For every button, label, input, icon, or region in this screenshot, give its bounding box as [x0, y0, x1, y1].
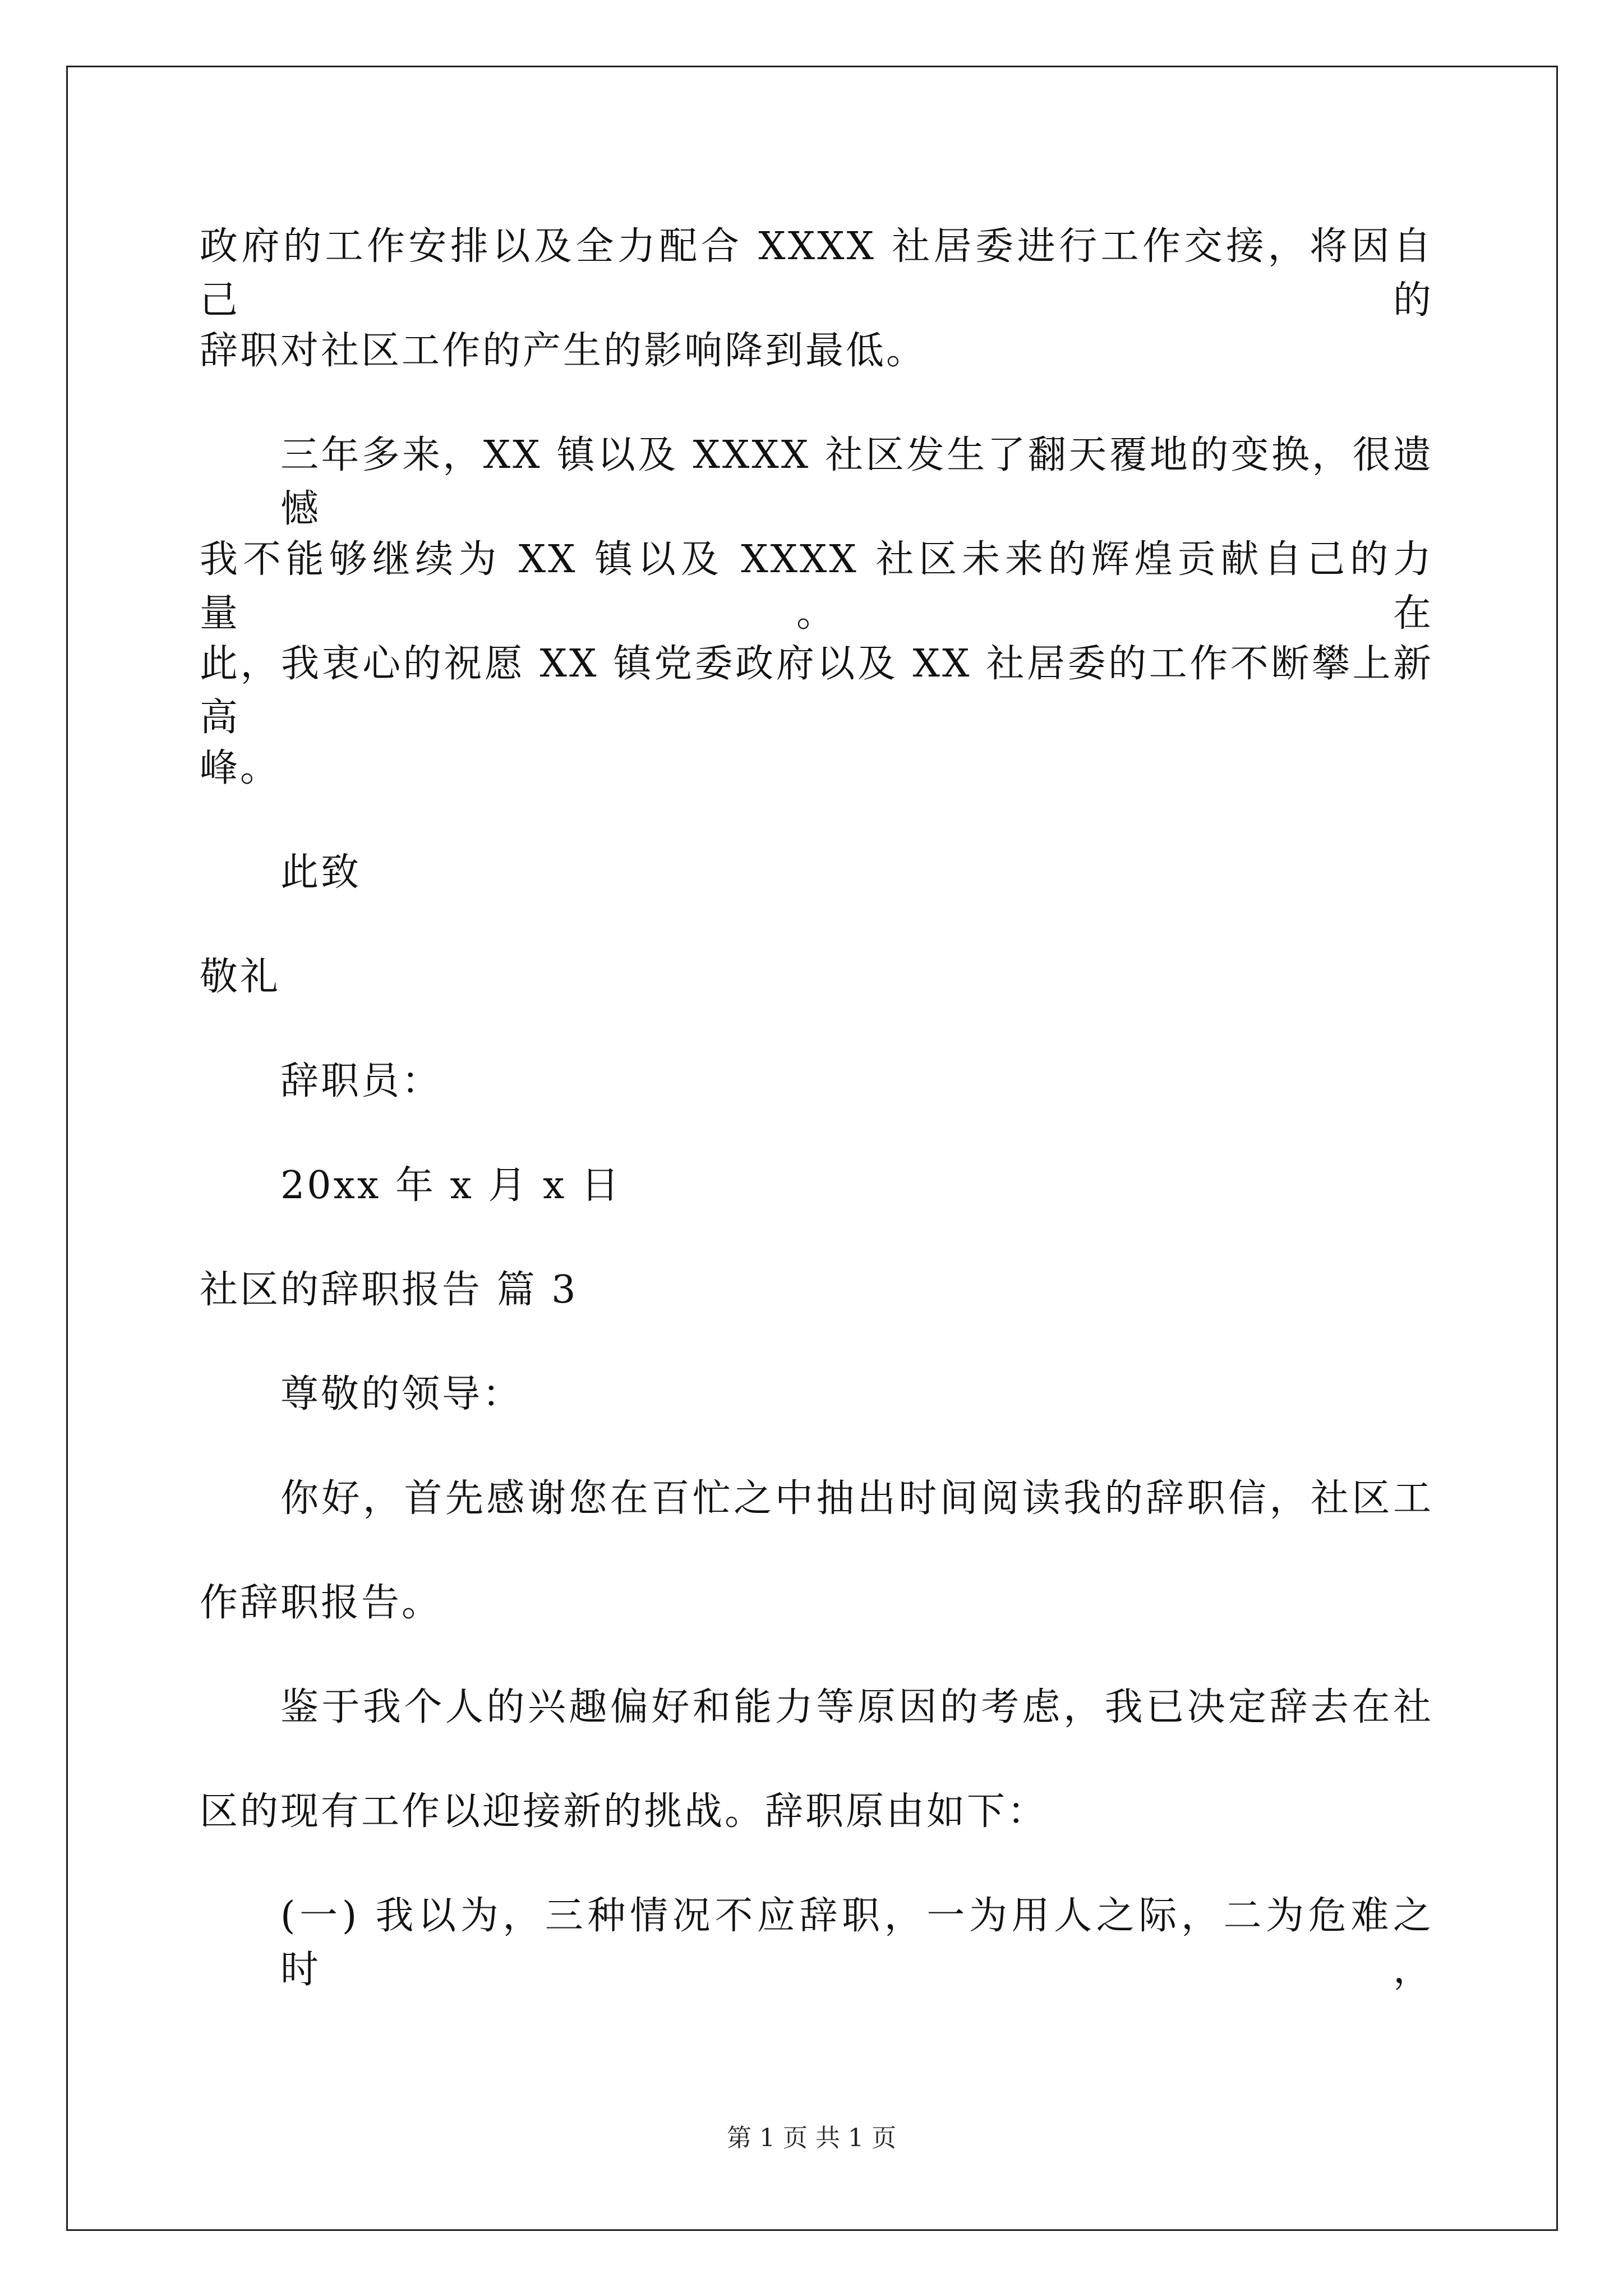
- paragraph-line: 作辞职报告。: [200, 1581, 442, 1625]
- paragraph-line: 峰。: [200, 746, 281, 790]
- closing-respect: 敬礼: [200, 955, 281, 999]
- paragraph-line: 辞职对社区工作的产生的影响降到最低。: [200, 329, 927, 373]
- paragraph-line: (一) 我以为，三种情况不应辞职，一为用人之际，二为危难之时，: [280, 1894, 1433, 1992]
- paragraph-line: 三年多来，XX 镇以及 XXXX 社区发生了翻天覆地的变换，很遗憾: [280, 433, 1433, 531]
- paragraph-line: 政府的工作安排以及全力配合 XXXX 社居委进行工作交接，将因自己的: [200, 224, 1433, 323]
- paragraph-line: 鉴于我个人的兴趣偏好和能力等原因的考虑，我已决定辞去在社: [280, 1685, 1433, 1729]
- closing-salutation: 此致: [280, 850, 362, 895]
- paragraph-line: 区的现有工作以迎接新的挑战。辞职原由如下：: [200, 1789, 1048, 1834]
- greeting: 尊敬的领导：: [280, 1372, 523, 1416]
- page-footer: 第 1 页 共 1 页: [727, 2124, 896, 2152]
- date-line: 20xx 年 x 月 x 日: [280, 1163, 622, 1208]
- signature-label: 辞职员：: [280, 1059, 442, 1103]
- paragraph-line: 我不能够继续为 XX 镇以及 XXXX 社区未来的辉煌贡献自己的力量。在: [200, 537, 1433, 636]
- paragraph-line: 你好，首先感谢您在百忙之中抽出时间阅读我的辞职信，社区工: [280, 1476, 1433, 1521]
- section-heading: 社区的辞职报告 篇 3: [200, 1268, 578, 1312]
- paragraph-line: 此，我衷心的祝愿 XX 镇党委政府以及 XX 社居委的工作不断攀上新高: [200, 642, 1433, 740]
